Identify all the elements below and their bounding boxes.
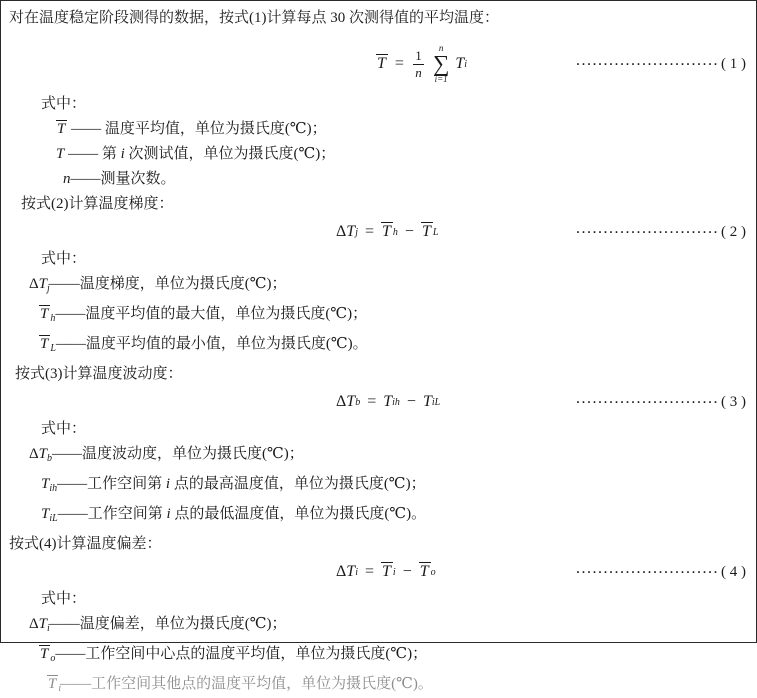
definition-text: ——温度偏差，单位为摄氏度(℃)； xyxy=(49,616,287,632)
subscript: j xyxy=(47,283,50,294)
t-bar-symbol: T xyxy=(40,336,49,352)
sum-lower-limit: i=1 xyxy=(434,73,448,84)
t-bar-symbol: T xyxy=(40,646,49,662)
subscript: i xyxy=(392,566,396,578)
equation-3 xyxy=(336,393,440,411)
definition-text: —— 温度平均值，单位为摄氏度(℃)； xyxy=(67,121,327,137)
definition-text-post: 次测试值，单位为摄氏度(℃)； xyxy=(124,146,336,162)
definition-row xyxy=(1,615,756,638)
leader-dots: ·························· xyxy=(575,565,719,579)
t-symbol: T xyxy=(346,393,356,410)
delta-symbol: Δ xyxy=(336,223,347,240)
delta-symbol: Δ xyxy=(336,563,347,580)
t-bar-symbol: T xyxy=(419,562,429,580)
t-bar-symbol: T xyxy=(382,222,391,240)
subscript: iL xyxy=(431,396,441,408)
equation-number: ( 4 ) xyxy=(721,563,746,580)
t-symbol: T xyxy=(41,476,50,492)
minus-sign: − xyxy=(402,563,412,580)
subscript: ih xyxy=(392,396,400,408)
fraction-numerator: 1 xyxy=(415,47,422,63)
t-bar-symbol: T xyxy=(48,676,57,692)
delta-symbol: Δ xyxy=(336,393,347,410)
dotted-leader xyxy=(576,224,746,241)
definition-text: ——测量次数。 xyxy=(70,171,176,187)
where-label: 式中： xyxy=(41,96,87,112)
definition-text-post: 点的最高温度值，单位为摄氏度(℃)； xyxy=(170,476,426,492)
definition-text-post: 点的最低温度值，单位为摄氏度(℃)。 xyxy=(170,506,427,522)
definition-row xyxy=(1,120,756,138)
subscript: h xyxy=(50,313,56,324)
subscript: o xyxy=(50,653,56,664)
leader-dots: ·························· xyxy=(575,225,719,239)
subscript: L xyxy=(50,343,56,354)
definition-text: ——工作空间中心点的温度平均值，单位为摄氏度(℃)； xyxy=(55,646,428,662)
t-symbol: T xyxy=(346,563,356,580)
where-label: 式中： xyxy=(41,421,87,437)
definition-row xyxy=(1,170,756,188)
equation-number: ( 2 ) xyxy=(721,223,746,240)
t-bar-symbol: T xyxy=(40,306,49,322)
subscript: h xyxy=(392,226,398,238)
definition-text: ——工作空间其他点的温度平均值，单位为摄氏度(℃)。 xyxy=(61,676,433,692)
equals-sign: = xyxy=(364,223,375,240)
equals-sign: = xyxy=(364,563,375,580)
subscript: b xyxy=(47,453,52,464)
minus-sign: − xyxy=(404,223,414,240)
t-symbol: T xyxy=(383,393,393,410)
definition-row xyxy=(1,675,756,698)
equals-sign: = xyxy=(394,55,404,72)
t-bar-symbol: T xyxy=(377,54,386,72)
sigma-symbol: ∑ xyxy=(432,51,450,77)
equals-sign: = xyxy=(367,393,377,410)
t-symbol: T xyxy=(38,446,47,462)
equation-3-row xyxy=(1,390,756,414)
equation-2 xyxy=(336,223,438,241)
intro-text: 对在温度稳定阶段测得的数据，按式(1)计算每点 30 次测得值的平均温度： xyxy=(9,10,499,26)
subscript: b xyxy=(355,396,361,408)
equation-4-row xyxy=(1,560,756,584)
section-3-heading: 按式(3)计算温度波动度： xyxy=(15,366,183,382)
dotted-leader xyxy=(576,56,746,73)
fraction-1-over-n xyxy=(413,49,424,79)
minus-sign: − xyxy=(406,393,416,410)
index-variable: i xyxy=(166,506,171,522)
equation-4 xyxy=(336,563,436,581)
index-variable: i xyxy=(120,146,125,162)
definition-row xyxy=(1,445,756,468)
t-bar-symbol: T xyxy=(421,222,431,240)
subscript: i xyxy=(355,566,358,578)
subscript: iL xyxy=(49,513,58,524)
definition-text-pre: ——工作空间第 xyxy=(57,476,166,492)
definition-row xyxy=(1,305,756,328)
definition-row xyxy=(1,145,756,163)
equation-1 xyxy=(376,44,467,84)
subscript: i xyxy=(58,683,62,694)
definition-row xyxy=(1,505,756,528)
equation-2-row xyxy=(1,220,756,244)
equation-1-row xyxy=(1,37,756,91)
delta-symbol: Δ xyxy=(29,446,39,462)
index-variable: i xyxy=(165,476,171,492)
definition-text: ——温度平均值的最小值，单位为摄氏度(℃)。 xyxy=(55,336,368,352)
t-bar-symbol: T xyxy=(382,562,391,580)
summation xyxy=(433,44,449,84)
definition-row xyxy=(1,275,756,298)
dotted-leader xyxy=(576,564,746,581)
t-bar-symbol: T xyxy=(57,121,66,137)
fraction-denominator: n xyxy=(415,64,422,80)
definition-row xyxy=(1,645,756,668)
term-subscript: i xyxy=(464,58,468,70)
t-symbol: T xyxy=(38,616,47,632)
definition-row xyxy=(1,475,756,498)
where-label: 式中： xyxy=(41,251,87,267)
t-symbol: T xyxy=(422,393,432,410)
subscript: L xyxy=(432,226,439,238)
section-2-heading: 按式(2)计算温度梯度： xyxy=(21,196,174,212)
delta-symbol: Δ xyxy=(29,616,39,632)
subscript: o xyxy=(430,566,436,578)
equation-number: ( 1 ) xyxy=(721,55,746,72)
t-symbol: T xyxy=(41,506,50,522)
term-symbol: T xyxy=(455,55,465,72)
t-symbol: T xyxy=(346,223,356,240)
definition-text-pre: ——工作空间第 xyxy=(57,506,167,522)
where-label: 式中： xyxy=(41,591,87,607)
definition-text: ——温度平均值的最大值，单位为摄氏度(℃)； xyxy=(55,306,368,322)
definition-row xyxy=(1,335,756,358)
sum-upper-limit: n xyxy=(438,43,444,54)
t-symbol: T xyxy=(56,146,65,162)
delta-symbol: Δ xyxy=(29,276,39,292)
definition-text-pre: —— 第 xyxy=(64,146,121,162)
subscript: ih xyxy=(49,483,58,494)
dotted-leader xyxy=(576,394,746,411)
equation-number: ( 3 ) xyxy=(721,393,746,410)
leader-dots: ·························· xyxy=(575,57,719,71)
leader-dots: ·························· xyxy=(575,395,719,409)
t-symbol: T xyxy=(38,276,47,292)
section-4-heading: 按式(4)计算温度偏差： xyxy=(9,536,162,552)
subscript: i xyxy=(47,623,50,634)
subscript: j xyxy=(355,226,358,238)
definition-text: ——温度波动度，单位为摄氏度(℃)； xyxy=(52,446,304,462)
n-symbol: n xyxy=(63,171,71,187)
definition-text: ——温度梯度，单位为摄氏度(℃)； xyxy=(49,276,287,292)
